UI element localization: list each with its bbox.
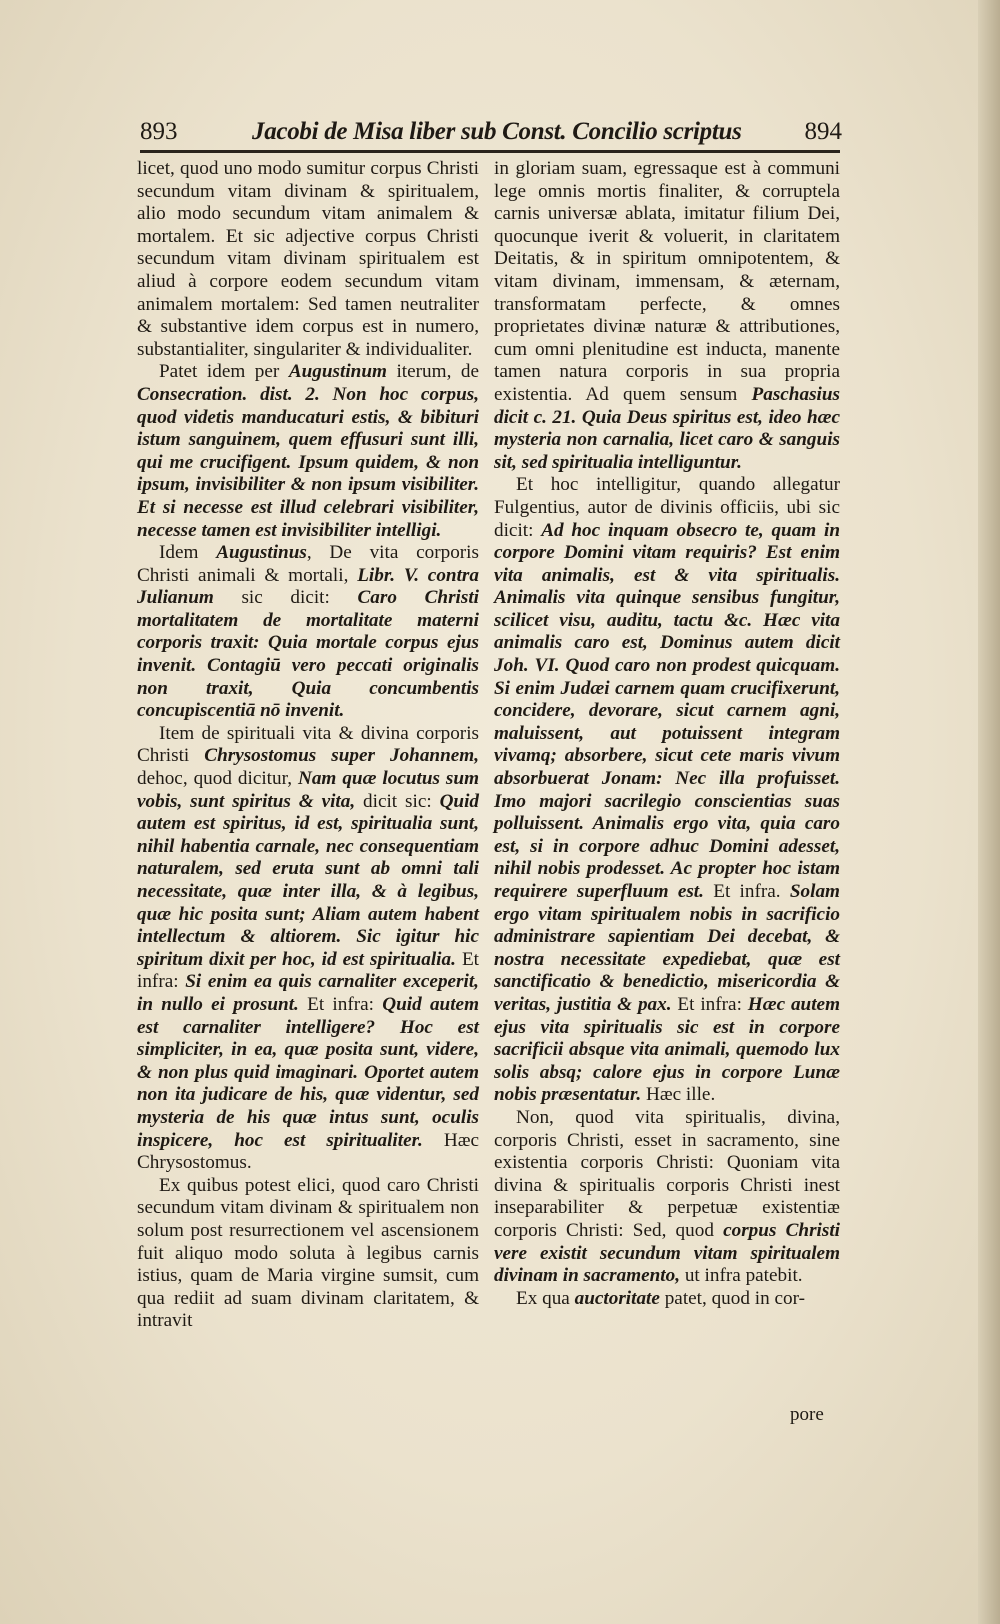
- text-run: Et infra:: [298, 993, 383, 1015]
- page-number-right: 894: [804, 118, 842, 145]
- running-header: [140, 112, 840, 152]
- italic-quote: Nam quæ locutus sum vobis, sunt spiritus & vita,: [137, 768, 479, 812]
- italic-quote: Caro Christi mortalitatem de mortalitate materni corporis traxit: Quia mortale corpus ejus invenit. Contagiū vero peccati originalis non traxit, Quia concumbentis concupiscentiā nō invenit.: [137, 587, 479, 722]
- italic-quote: Consecration. dist. 2. Non hoc corpus, quod videtis manducaturi estis, & bibituri istum sanguinem, quem effusuri sunt illi, qui me crucifigent. Ipsum quidem, & non ipsum, invisibiliter & non ipsum visibiliter. Et si necesse est illud celebrari visibiliter, necesse tamen est invisibiliter intelligi.: [137, 383, 479, 541]
- italic-quote: corpus Christi vere existit secundum vitam spiritualem divinam in sacramento,: [494, 1219, 840, 1287]
- text-run: patet, quod in cor-: [659, 1287, 805, 1309]
- page-edge: [978, 0, 1000, 1624]
- paragraph: [494, 158, 840, 474]
- italic-quote: Augustinus: [216, 542, 307, 564]
- italic-quote: Hæc autem ejus vita spiritualis sic est in corpore sacrificii absque vita animali, quemodo lux solis absq; calore ejus in corpore Lunæ nobis præsentatur.: [494, 993, 840, 1106]
- text-run: Hæc ille.: [641, 1084, 716, 1106]
- paragraph: [137, 1175, 479, 1333]
- right-column: [494, 158, 840, 1310]
- page-number-left: 893: [140, 118, 178, 145]
- text-run: Et infra.: [703, 881, 790, 902]
- italic-quote: Ad hoc inquam obsecro te, quam in corpore Domini vitam requiris? Est enim vita animalis, est & vita spiritualis. Animalis vita quinque sensibus fungitur, scilicet visu, auditu, tactu &c. Hæc vita animalis caro est, Dominus autem dicit Joh. VI. Quod caro non prodest quicquam. Si enim Judæi carnem quam crucifixerunt, concidere, devorare, sicut carnem agni, maluissent, aut potuissent integram vivamq; absorbere, sicut cete maris vivum absorbuerat Jonam: Nec illa profuisset. Imo majori sacrilegio conscientias suas polluissent. Animalis ergo vita, quia caro est, si in corpore adhuc Domini adesset, nihil nobis prodesset. Ac propter hoc istam requirere superfluum est.: [494, 519, 841, 902]
- paragraph: [137, 723, 479, 1175]
- text-run: Et hoc intelligitur, quando allegatur Fulgentius, autor de divinis officiis, ubi sic dicit:: [494, 474, 840, 541]
- italic-quote: Solam ergo vitam spiritualem nobis in sacrificio administrare sapientiam Dei decebat, & nostra necessitate expediebat, quæ est sanctificatio & benedictio, misericordia & veritas, justitia & pax.: [494, 881, 840, 1015]
- text-run: Ex quibus potest elici, quod caro Christi secundum vitam divinam & spiritualem non solum post resurrectionem vel ascensionem fuit aliquo modo soluta à legibus carnis istius, quam de Maria virgine sumsit, cum qua rediit ad suam divinam claritatem, & intravit: [137, 1174, 479, 1332]
- italic-quote: Paschasius dicit c. 21. Quia Deus spiritus est, ideo hæc mysteria non carnalia, licet caro & sanguis sit, sed spiritualia intelliguntur.: [494, 383, 840, 473]
- text-run: Hæc Chrysostomus.: [137, 1129, 480, 1174]
- text-run: iterum, de: [386, 361, 479, 383]
- text-run: Ex qua: [516, 1287, 575, 1309]
- italic-quote: Si enim ea quis carnaliter exceperit, in nullo ei prosunt.: [137, 971, 479, 1015]
- italic-quote: Augustinum: [288, 361, 387, 383]
- header-rule: [140, 150, 840, 153]
- paragraph: [494, 474, 840, 1107]
- paragraph: [494, 1107, 840, 1288]
- paragraph: [137, 361, 479, 542]
- left-column: [137, 158, 479, 1333]
- text-run: , De vita corporis Christi animali & mortali,: [137, 542, 479, 586]
- text-run: Idem: [159, 542, 217, 564]
- italic-quote: Quid autem est spiritus, id est, spiritualia sunt, nihil habentia carnale, nec consequentiam naturalem, sed eruta sunt ab omni tali necessitate, quæ inter illa, & à legibus, quæ hic posita sunt; Aliam autem habent intellectum & altiorem. Sic igitur hic spiritum dixit per hoc, id est spiritualia.: [137, 790, 480, 970]
- text-run: dehoc, quod dicitur,: [137, 768, 298, 790]
- text-run: ut infra patebit.: [680, 1265, 803, 1287]
- text-run: Patet idem per: [159, 361, 289, 383]
- paragraph: [137, 542, 479, 723]
- text-run: dicit sic:: [355, 790, 440, 812]
- text-run: in gloriam suam, egressaque est à communi lege omnis mortis finaliter, & corruptela carnis universæ ablata, imitatur filium Dei, quocunque iverit & voluerit, in claritatem Deitatis, & in spiritum omnipotentem, & vitam divinam, immensam, & æternam, transformatam perfecte, & omnes proprietates divinæ naturæ & attributiones, cum omni plenitudine est inducta, manente tamen natura corporis in sua propria existentia. Ad quem sensum: [494, 158, 840, 405]
- text-run: sic dicit:: [213, 587, 358, 609]
- paragraph: [494, 1288, 840, 1311]
- italic-quote: Chrysostomus super Johannem,: [204, 745, 480, 767]
- italic-quote: Quid autem est carnaliter intelligere? Hoc est simpliciter, in ea, quæ posita sunt, videre, & non plus quid imaginari. Oportet autem non ita judicare de his, quæ videntur, sed mysteria de his quæ intus sunt, oculis inspicere, hoc est spiritualiter.: [137, 993, 480, 1151]
- text-run: licet, quod uno modo sumitur corpus Christi secundum vitam divinam & spiritualem, alio modo secundum vitam animalem & mortalem. Et sic adjective corpus Christi secundum vitam divinam spiritualem est aliud à corpore eodem secundum vitam animalem mortalem: Sed tamen neutraliter & substantive idem corpus est in numero, substantialiter, singulariter & individualiter.: [137, 158, 479, 360]
- text-run: Et infra:: [671, 993, 748, 1015]
- text-run: Non, quod vita spiritualis, divina, corporis Christi, esset in sacramento, sine existentia corporis Christi: Quoniam vita divina & spiritualis corporis Christi inest inseparabiliter & perpetuæ existentiæ corporis Christi: Sed, quod: [494, 1106, 840, 1241]
- text-run: Et infra:: [137, 948, 480, 993]
- running-title: Jacobi de Misa liber sub Const. Concilio scriptus: [252, 118, 742, 145]
- catchword: pore: [790, 1404, 824, 1425]
- text-run: Item de spirituali vita & divina corporis Christi: [137, 722, 479, 767]
- italic-quote: auctoritate: [574, 1287, 660, 1309]
- paragraph: [137, 158, 479, 361]
- italic-quote: Libr. V. contra Julianum: [137, 564, 479, 609]
